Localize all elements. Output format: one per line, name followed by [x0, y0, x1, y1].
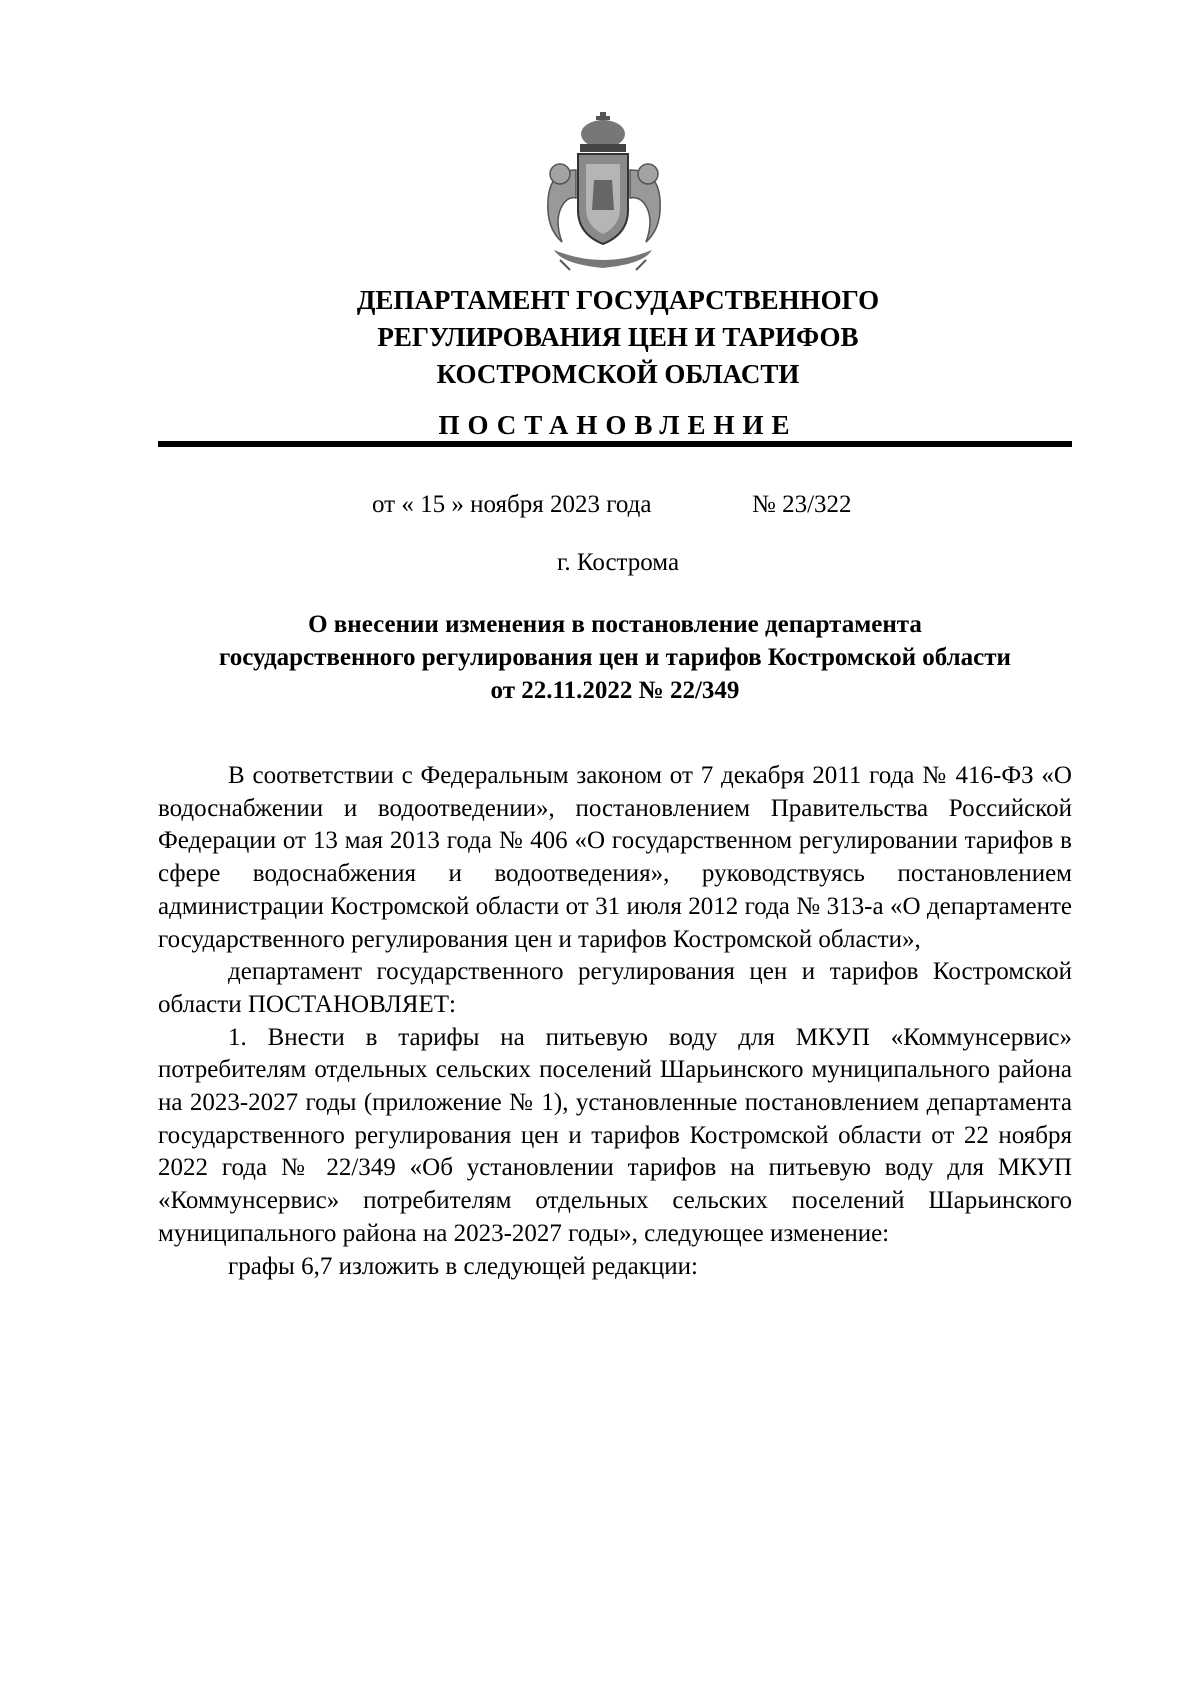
coat-of-arms-icon — [540, 110, 690, 280]
body-paragraph: В соответствии с Федеральным законом от 7 декабря 2011 года № 416-ФЗ «О водоснабжении и водоотведении», постановлением Правительства Российской Федерации от 13 мая 2013 года № 406 «О государственном регулировании тарифов в сфере водоснабжения и водоотведения», руководствуясь постановлением администрации Костромской области от 31 июля 2012 года № 313-а «О департаменте государственного регулирования цен и тарифов Костромской области», — [158, 762, 1072, 953]
document-title-line: О внесении изменения в постановление департамента — [308, 611, 922, 638]
document-type: ПОСТАНОВЛЕНИЕ — [438, 410, 798, 440]
body-paragraph: департамент государственного регулирования цен и тарифов Костромской области ПОСТАНОВЛЯЕТ: — [158, 958, 1072, 1018]
body-paragraph: 1. Внести в тарифы на питьевую воду для МКУП «Коммунсервис» потребителям отдельных сельских поселений Шарьинского муниципального района на 2023-2027 годы (приложение № 1), установленные постановлением департамента государственного регулирования цен и тарифов Костромской области от 22 ноября 2022 года № 22/349 «Об установлении тарифов на питьевую воду для МКУП «Коммунсервис» потребителям отдельных сельских поселений Шарьинского муниципального района на 2023-2027 годы», следующее изменение: — [158, 1023, 1072, 1247]
body-paragraph: графы 6,7 изложить в следующей редакции: — [228, 1252, 699, 1280]
document-city: г. Кострома — [556, 549, 680, 576]
document-title — [150, 608, 1080, 707]
document-date: от « 15 » ноября 2023 года — [372, 491, 652, 518]
header-divider — [158, 441, 1072, 447]
document-number: № 23/322 — [752, 491, 852, 518]
department-name-line: РЕГУЛИРОВАНИЯ ЦЕН И ТАРИФОВ — [377, 322, 859, 352]
document-body — [158, 760, 1072, 1283]
department-name-line: ДЕПАРТАМЕНТ ГОСУДАРСТВЕННОГО — [356, 285, 880, 315]
document-title-line: государственного регулирования цен и тарифов Костромской области — [219, 644, 1011, 671]
document-title-line: от 22.11.2022 № 22/349 — [490, 677, 740, 704]
department-name-line: КОСТРОМСКОЙ ОБЛАСТИ — [436, 359, 800, 389]
department-name — [0, 282, 1200, 393]
